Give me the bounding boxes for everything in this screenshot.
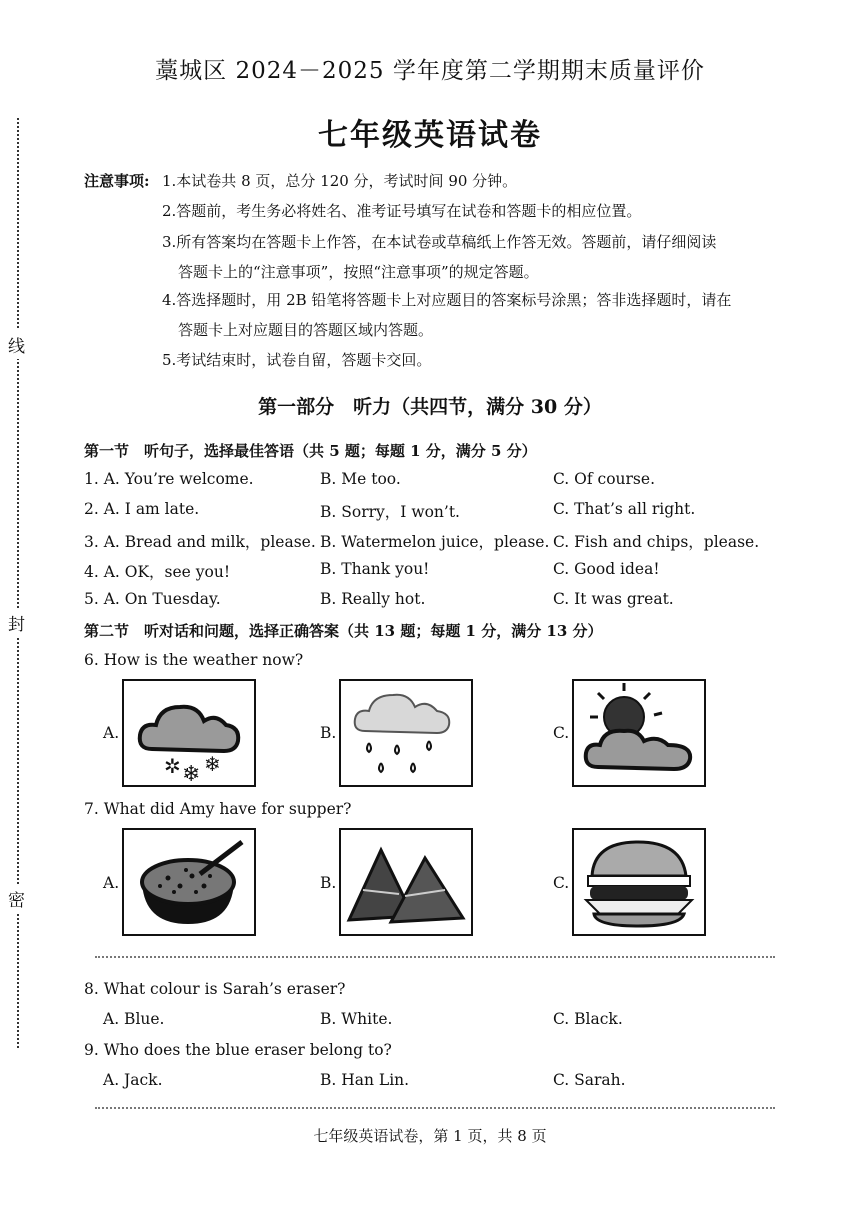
q2-option-b: B. Sorry，I won’t. <box>320 503 460 521</box>
q8-option-a: A. Blue. <box>103 1010 165 1028</box>
q4-option-b: B. Thank you! <box>320 560 430 578</box>
q6-label-b: B. <box>320 724 337 742</box>
notes-label: 注意事项: <box>84 172 150 190</box>
q5-option-a: 5. A. On Tuesday. <box>84 590 221 608</box>
q6-label-c: C. <box>553 724 570 742</box>
section2-heading: 第二节 听对话和问题，选择正确答案（共 13 题；每题 1 分，满分 13 分） <box>84 622 603 640</box>
q7-label-c: C. <box>553 874 570 892</box>
q3-option-b: B. Watermelon juice，please. <box>320 533 550 551</box>
q1-option-c: C. Of course. <box>553 470 655 488</box>
q5-option-c: C. It was great. <box>553 590 674 608</box>
q3-option-a: 3. A. Bread and milk，please. <box>84 533 316 551</box>
svg-text:✲: ✲ <box>164 754 181 778</box>
q9-text: 9. Who does the blue eraser belong to? <box>84 1041 392 1059</box>
q5-option-b: B. Really hot. <box>320 590 426 608</box>
snowy-cloud-icon[interactable] <box>122 679 256 787</box>
sun-behind-cloud-icon[interactable] <box>572 679 706 787</box>
binding-char-mi: 密 <box>8 884 25 913</box>
page-footer: 七年级英语试卷，第 1 页，共 8 页 <box>313 1127 547 1145</box>
q9-option-b: B. Han Lin. <box>320 1071 410 1089</box>
dotted-divider <box>95 1107 775 1109</box>
q8-option-b: B. White. <box>320 1010 393 1028</box>
svg-text:❄: ❄ <box>182 762 201 785</box>
q1-option-b: B. Me too. <box>320 470 401 488</box>
q7-label-a: A. <box>103 874 120 892</box>
rain-cloud-icon[interactable] <box>339 679 473 787</box>
q6-label-a: A. <box>103 724 120 742</box>
note-item: 4.答选择题时，用 2B 铅笔将答题卡上对应题目的答案标号涂黑；答非选择题时，请在 <box>162 291 732 309</box>
dotted-divider <box>95 956 775 958</box>
note-item: 3.所有答案均在答题卡上作答，在本试卷或草稿纸上作答无效。答题前，请仔细阅读 <box>162 233 717 251</box>
exam-title: 藁城区 2024－2025 学年度第二学期期末质量评价 <box>155 58 705 84</box>
q2-option-c: C. That’s all right. <box>553 500 696 518</box>
porridge-bowl-icon[interactable] <box>122 828 256 936</box>
q3-option-c: C. Fish and chips，please. <box>553 533 760 551</box>
q7-text: 7. What did Amy have for supper? <box>84 800 352 818</box>
q8-text: 8. What colour is Sarah’s eraser? <box>84 980 346 998</box>
q1-option-a: 1. A. You’re welcome. <box>84 470 254 488</box>
q9-option-a: A. Jack. <box>103 1071 163 1089</box>
note-item: 2.答题前，考生务必将姓名、准考证号填写在试卷和答题卡的相应位置。 <box>162 202 642 220</box>
part1-title: 第一部分 听力（共四节，满分 30 分） <box>258 396 602 418</box>
q8-option-c: C. Black. <box>553 1010 623 1028</box>
hamburger-icon[interactable] <box>572 828 706 936</box>
q6-text: 6. How is the weather now? <box>84 651 304 669</box>
rice-dumplings-icon[interactable] <box>339 828 473 936</box>
binding-char-feng: 封 <box>8 608 25 637</box>
note-item: 答题卡上对应题目的答题区域内答题。 <box>178 321 434 339</box>
q4-option-c: C. Good idea! <box>553 560 660 578</box>
q9-option-c: C. Sarah. <box>553 1071 626 1089</box>
svg-text:❄: ❄ <box>204 752 221 776</box>
binding-char-xian: 线 <box>8 330 25 359</box>
section1-heading: 第一节 听句子，选择最佳答语（共 5 题；每题 1 分，满分 5 分） <box>84 442 537 460</box>
note-item: 5.考试结束时，试卷自留，答题卡交回。 <box>162 351 432 369</box>
note-item: 1.本试卷共 8 页，总分 120 分，考试时间 90 分钟。 <box>162 172 518 190</box>
q7-label-b: B. <box>320 874 337 892</box>
exam-subtitle: 七年级英语试卷 <box>318 118 542 153</box>
q2-option-a: 2. A. I am late. <box>84 500 200 518</box>
q4-option-a: 4. A. OK，see you! <box>84 563 231 581</box>
note-item: 答题卡上的“注意事项”，按照“注意事项”的规定答题。 <box>178 263 539 281</box>
